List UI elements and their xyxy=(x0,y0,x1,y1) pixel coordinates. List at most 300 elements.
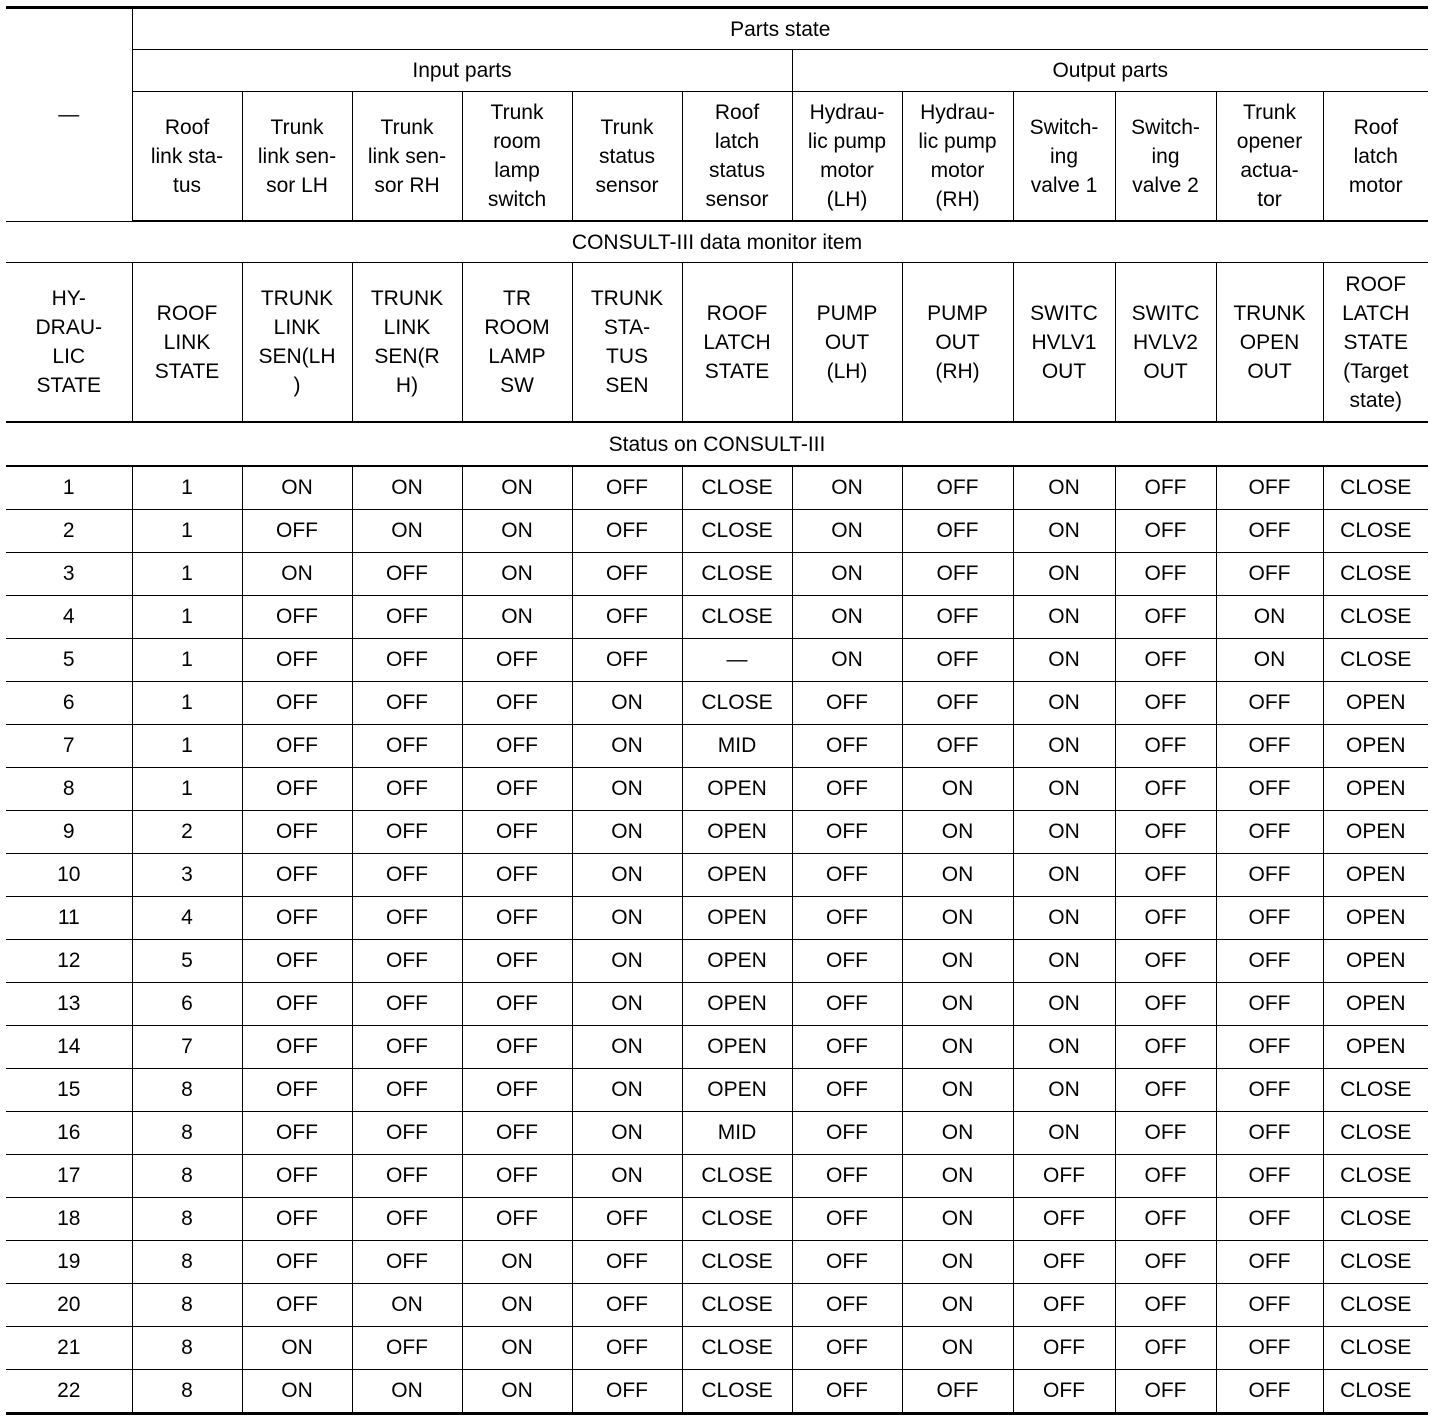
monitor-item-cell xyxy=(1115,263,1216,423)
table-cell: ON xyxy=(902,1026,1013,1069)
table-cell: CLOSE xyxy=(1323,1069,1428,1112)
table-cell: 8 xyxy=(132,1155,242,1198)
table-row xyxy=(6,1327,1428,1370)
table-cell: 3 xyxy=(132,854,242,897)
table-cell: ON xyxy=(902,983,1013,1026)
monitor-item-cell xyxy=(902,263,1013,423)
table-cell: MID xyxy=(682,1112,792,1155)
table-cell: OFF xyxy=(242,1284,352,1327)
table-cell: OFF xyxy=(1115,1370,1216,1414)
table-cell: ON xyxy=(572,897,682,940)
table-cell: ON xyxy=(1013,1112,1115,1155)
table-cell: OFF xyxy=(242,854,352,897)
table-cell: OFF xyxy=(1115,725,1216,768)
table-cell: OFF xyxy=(792,1370,902,1414)
table-cell: OFF xyxy=(792,682,902,725)
output-parts-header: Output parts xyxy=(792,50,1428,92)
table-cell: OFF xyxy=(352,854,462,897)
table-cell: OFF xyxy=(792,1198,902,1241)
table-cell: CLOSE xyxy=(1323,639,1428,682)
part-header-cell xyxy=(132,92,242,222)
table-cell: ON xyxy=(242,553,352,596)
table-cell: OFF xyxy=(1216,940,1323,983)
part-header-label: Hydrau- lic pump motor (RH) xyxy=(918,101,997,211)
table-row xyxy=(6,1026,1428,1069)
input-parts-header: Input parts xyxy=(132,50,792,92)
table-cell: OFF xyxy=(572,1198,682,1241)
monitor-item-label: SWITC HVLV2 OUT xyxy=(1131,301,1200,383)
table-cell: 1 xyxy=(132,639,242,682)
table-cell: OFF xyxy=(1216,811,1323,854)
table-cell: OPEN xyxy=(1323,983,1428,1026)
table-cell: ON xyxy=(572,940,682,983)
table-cell: ON xyxy=(462,596,572,639)
table-cell: OFF xyxy=(1013,1241,1115,1284)
table-cell: OFF xyxy=(1216,725,1323,768)
table-cell: OPEN xyxy=(682,983,792,1026)
table-cell: OFF xyxy=(462,768,572,811)
table-cell: OFF xyxy=(242,1198,352,1241)
table-cell: 1 xyxy=(132,596,242,639)
table-cell: ON xyxy=(1013,596,1115,639)
table-row xyxy=(6,1069,1428,1112)
table-cell: CLOSE xyxy=(1323,1327,1428,1370)
part-header-label: Hydrau- lic pump motor (LH) xyxy=(807,101,887,211)
table-cell: OFF xyxy=(1115,1198,1216,1241)
table-cell: CLOSE xyxy=(682,553,792,596)
table-row xyxy=(6,1284,1428,1327)
table-cell: ON xyxy=(572,983,682,1026)
table-cell: OFF xyxy=(352,1327,462,1370)
part-header-label: Trunk opener actua- tor xyxy=(1236,101,1303,211)
table-cell: ON xyxy=(902,811,1013,854)
table-cell: 4 xyxy=(6,596,132,639)
table-cell: 20 xyxy=(6,1284,132,1327)
table-cell: OFF xyxy=(572,1284,682,1327)
table-cell: ON xyxy=(1013,983,1115,1026)
table-cell: ON xyxy=(352,1370,462,1414)
table-cell: ON xyxy=(462,1284,572,1327)
table-cell: OFF xyxy=(1115,897,1216,940)
table-cell: ON xyxy=(1216,639,1323,682)
table-cell: 18 xyxy=(6,1198,132,1241)
parts-state-header: Parts state xyxy=(132,8,1428,50)
table-cell: OFF xyxy=(1216,1112,1323,1155)
part-header-cell xyxy=(682,92,792,222)
table-cell: 5 xyxy=(6,639,132,682)
table-row xyxy=(6,1198,1428,1241)
table-cell: ON xyxy=(242,1370,352,1414)
monitor-item-label: TRUNK STA- TUS SEN xyxy=(590,287,664,397)
table-row xyxy=(6,1155,1428,1198)
table-cell: 7 xyxy=(132,1026,242,1069)
table-cell: CLOSE xyxy=(682,1198,792,1241)
table-cell: OFF xyxy=(1115,1241,1216,1284)
table-cell: OPEN xyxy=(682,1069,792,1112)
table-cell: OFF xyxy=(1115,639,1216,682)
table-cell: OFF xyxy=(1115,1069,1216,1112)
table-cell: CLOSE xyxy=(682,466,792,510)
table-cell: OFF xyxy=(242,983,352,1026)
table-cell: OFF xyxy=(1115,553,1216,596)
table-cell: OPEN xyxy=(1323,725,1428,768)
monitor-item-label: ROOF LATCH STATE xyxy=(703,301,771,383)
table-cell: OFF xyxy=(352,940,462,983)
monitor-item-cell xyxy=(792,263,902,423)
table-cell: ON xyxy=(1013,768,1115,811)
table-cell: OFF xyxy=(242,639,352,682)
table-cell: OFF xyxy=(242,1155,352,1198)
table-cell: OFF xyxy=(1013,1370,1115,1414)
table-cell: OFF xyxy=(1115,1284,1216,1327)
table-cell: ON xyxy=(242,466,352,510)
table-cell: OFF xyxy=(792,1241,902,1284)
table-cell: OFF xyxy=(242,510,352,553)
table-cell: ON xyxy=(352,510,462,553)
part-header-label: Roof latch status sensor xyxy=(705,101,769,211)
table-cell: OPEN xyxy=(682,854,792,897)
table-cell: ON xyxy=(1013,811,1115,854)
table-row xyxy=(6,466,1428,510)
table-cell: OFF xyxy=(1115,1327,1216,1370)
table-cell: ON xyxy=(352,1284,462,1327)
table-cell: OFF xyxy=(352,1026,462,1069)
table-cell: OFF xyxy=(352,811,462,854)
table-cell: OFF xyxy=(1216,466,1323,510)
table-cell: OPEN xyxy=(682,940,792,983)
table-cell: OFF xyxy=(352,682,462,725)
table-cell: ON xyxy=(792,639,902,682)
table-cell: ON xyxy=(902,854,1013,897)
table-cell: ON xyxy=(572,768,682,811)
table-cell: OFF xyxy=(1216,897,1323,940)
table-cell: ON xyxy=(902,897,1013,940)
part-header-label: Roof latch motor xyxy=(1348,115,1403,197)
table-cell: OFF xyxy=(572,1327,682,1370)
table-cell: ON xyxy=(572,1112,682,1155)
table-cell: OFF xyxy=(242,1112,352,1155)
table-cell: OFF xyxy=(1216,768,1323,811)
part-header-label: Trunk link sen- sor LH xyxy=(257,115,337,197)
table-cell: OFF xyxy=(352,1198,462,1241)
table-cell: 13 xyxy=(6,983,132,1026)
table-cell: ON xyxy=(1013,639,1115,682)
table-cell: 8 xyxy=(132,1370,242,1414)
table-cell: OFF xyxy=(1115,983,1216,1026)
table-cell: OFF xyxy=(352,725,462,768)
table-cell: 16 xyxy=(6,1112,132,1155)
table-cell: 1 xyxy=(132,510,242,553)
table-cell: ON xyxy=(462,466,572,510)
table-cell: OFF xyxy=(1013,1327,1115,1370)
part-header-cell xyxy=(902,92,1013,222)
table-cell: 1 xyxy=(132,725,242,768)
table-cell: OFF xyxy=(352,1112,462,1155)
table-cell: 1 xyxy=(132,768,242,811)
table-cell: OFF xyxy=(1216,1026,1323,1069)
table-cell: OFF xyxy=(1216,510,1323,553)
table-cell: OFF xyxy=(352,897,462,940)
table-cell: OFF xyxy=(1115,1155,1216,1198)
table-cell: OFF xyxy=(792,811,902,854)
table-cell: OFF xyxy=(1013,1284,1115,1327)
table-row xyxy=(6,983,1428,1026)
monitor-item-cell xyxy=(1323,263,1428,423)
table-cell: OFF xyxy=(1216,1198,1323,1241)
table-cell: ON xyxy=(462,510,572,553)
table-cell: ON xyxy=(1013,854,1115,897)
table-row xyxy=(6,811,1428,854)
table-cell: OFF xyxy=(462,854,572,897)
monitor-item-label: TRUNK LINK SEN(R H) xyxy=(370,287,444,397)
table-cell: 8 xyxy=(132,1198,242,1241)
part-header-cell xyxy=(1216,92,1323,222)
table-cell: OFF xyxy=(462,1026,572,1069)
table-cell: OFF xyxy=(352,983,462,1026)
table-cell: OFF xyxy=(242,1026,352,1069)
table-cell: OFF xyxy=(902,466,1013,510)
table-cell: CLOSE xyxy=(1323,1370,1428,1414)
table-cell: OFF xyxy=(572,553,682,596)
table-cell: OFF xyxy=(572,510,682,553)
table-cell: ON xyxy=(1013,1026,1115,1069)
table-row xyxy=(6,639,1428,682)
table-cell: OFF xyxy=(1013,1155,1115,1198)
table-cell: OFF xyxy=(1216,1284,1323,1327)
table-cell: CLOSE xyxy=(1323,466,1428,510)
table-cell: OFF xyxy=(462,897,572,940)
table-row xyxy=(6,553,1428,596)
table-cell: OFF xyxy=(1115,596,1216,639)
monitor-item-label: PUMP OUT (LH) xyxy=(816,301,878,383)
table-cell: OFF xyxy=(352,1069,462,1112)
table-cell: OFF xyxy=(462,1069,572,1112)
table-cell: OPEN xyxy=(682,897,792,940)
table-cell: OPEN xyxy=(682,768,792,811)
table-cell: 3 xyxy=(6,553,132,596)
table-cell: ON xyxy=(1013,466,1115,510)
part-header-label: Trunk room lamp switch xyxy=(487,101,547,211)
table-cell: OFF xyxy=(572,1241,682,1284)
table-cell: OFF xyxy=(1216,1241,1323,1284)
part-header-cell xyxy=(1115,92,1216,222)
table-cell: OFF xyxy=(462,725,572,768)
table-cell: OFF xyxy=(1216,983,1323,1026)
table-cell: OFF xyxy=(242,682,352,725)
table-cell: OFF xyxy=(902,596,1013,639)
table-cell: ON xyxy=(462,553,572,596)
table-cell: OFF xyxy=(1216,854,1323,897)
part-header-cell xyxy=(462,92,572,222)
table-cell: CLOSE xyxy=(1323,1284,1428,1327)
table-cell: OFF xyxy=(352,639,462,682)
table-cell: CLOSE xyxy=(682,1284,792,1327)
table-cell: OFF xyxy=(572,639,682,682)
table-cell: OFF xyxy=(1115,940,1216,983)
table-cell: 19 xyxy=(6,1241,132,1284)
table-cell: OFF xyxy=(572,1370,682,1414)
table-cell: OFF xyxy=(1115,682,1216,725)
table-cell: 8 xyxy=(132,1284,242,1327)
table-cell: CLOSE xyxy=(682,1370,792,1414)
table-cell: OFF xyxy=(462,639,572,682)
table-cell: 6 xyxy=(6,682,132,725)
table-row xyxy=(6,854,1428,897)
table-cell: OFF xyxy=(242,768,352,811)
table-cell: ON xyxy=(572,1069,682,1112)
table-cell: 4 xyxy=(132,897,242,940)
table-cell: OFF xyxy=(242,940,352,983)
table-row xyxy=(6,596,1428,639)
table-cell: OFF xyxy=(1115,811,1216,854)
table-cell: OFF xyxy=(792,1112,902,1155)
table-cell: — xyxy=(682,639,792,682)
corner-cell: — xyxy=(6,8,132,222)
table-cell: 12 xyxy=(6,940,132,983)
table-cell: OFF xyxy=(462,940,572,983)
table-cell: OFF xyxy=(352,596,462,639)
table-cell: OFF xyxy=(792,897,902,940)
table-cell: OFF xyxy=(462,983,572,1026)
table-cell: 15 xyxy=(6,1069,132,1112)
table-cell: ON xyxy=(352,466,462,510)
table-row xyxy=(6,940,1428,983)
table-cell: 8 xyxy=(132,1069,242,1112)
table-cell: ON xyxy=(1013,940,1115,983)
table-cell: OFF xyxy=(1216,553,1323,596)
monitor-item-cell xyxy=(682,263,792,423)
table-cell: OPEN xyxy=(1323,1026,1428,1069)
monitor-item-label: TRUNK LINK SEN(LH ) xyxy=(258,287,336,397)
part-header-label: Switch- ing valve 2 xyxy=(1131,115,1200,197)
table-cell: 9 xyxy=(6,811,132,854)
table-cell: CLOSE xyxy=(1323,510,1428,553)
monitor-section-title: CONSULT-III data monitor item xyxy=(6,221,1428,263)
table-cell: ON xyxy=(902,1069,1013,1112)
monitor-item-cell xyxy=(242,263,352,423)
table-cell: OFF xyxy=(792,1284,902,1327)
table-cell: ON xyxy=(572,1155,682,1198)
table-cell: OFF xyxy=(1216,1069,1323,1112)
part-header-label: Trunk status sensor xyxy=(595,115,659,197)
table-cell: OFF xyxy=(792,940,902,983)
table-cell: 17 xyxy=(6,1155,132,1198)
part-header-label: Switch- ing valve 1 xyxy=(1029,115,1099,197)
status-section-title: Status on CONSULT-III xyxy=(6,422,1428,466)
monitor-item-cell xyxy=(462,263,572,423)
hydraulic-state-table xyxy=(6,6,1428,1415)
table-cell: CLOSE xyxy=(1323,1155,1428,1198)
table-cell: 21 xyxy=(6,1327,132,1370)
table-cell: OFF xyxy=(792,1155,902,1198)
table-cell: OPEN xyxy=(1323,897,1428,940)
table-cell: OFF xyxy=(462,682,572,725)
table-cell: ON xyxy=(242,1327,352,1370)
table-cell: ON xyxy=(902,1327,1013,1370)
table-cell: OFF xyxy=(1115,510,1216,553)
table-cell: CLOSE xyxy=(682,1327,792,1370)
table-cell: ON xyxy=(572,1026,682,1069)
table-cell: OFF xyxy=(1115,768,1216,811)
table-cell: OFF xyxy=(1115,1112,1216,1155)
table-cell: OFF xyxy=(1013,1198,1115,1241)
table-cell: OFF xyxy=(1115,466,1216,510)
table-cell: ON xyxy=(902,1241,1013,1284)
table-cell: OPEN xyxy=(682,1026,792,1069)
table-cell: OFF xyxy=(902,553,1013,596)
table-cell: ON xyxy=(1013,897,1115,940)
table-cell: OPEN xyxy=(682,811,792,854)
table-cell: OFF xyxy=(242,725,352,768)
table-cell: OFF xyxy=(242,897,352,940)
table-cell: OFF xyxy=(462,1112,572,1155)
part-header-label: Trunk link sen- sor RH xyxy=(367,115,447,197)
table-cell: OFF xyxy=(242,1241,352,1284)
monitor-item-cell xyxy=(352,263,462,423)
table-cell: OFF xyxy=(242,1069,352,1112)
table-cell: OFF xyxy=(1115,854,1216,897)
table-cell: OFF xyxy=(792,983,902,1026)
table-cell: ON xyxy=(902,1284,1013,1327)
table-cell: 1 xyxy=(132,553,242,596)
table-cell: 5 xyxy=(132,940,242,983)
table-cell: OPEN xyxy=(1323,940,1428,983)
monitor-item-cell xyxy=(1013,263,1115,423)
table-row xyxy=(6,897,1428,940)
monitor-item-cell xyxy=(1216,263,1323,423)
table-cell: 14 xyxy=(6,1026,132,1069)
table-cell: OFF xyxy=(462,1155,572,1198)
table-cell: OFF xyxy=(1216,1155,1323,1198)
part-header-cell xyxy=(792,92,902,222)
table-cell: OFF xyxy=(902,639,1013,682)
table-cell: ON xyxy=(462,1241,572,1284)
table-cell: ON xyxy=(1013,725,1115,768)
monitor-item-label: TR ROOM LAMP SW xyxy=(484,287,550,397)
table-row xyxy=(6,1112,1428,1155)
table-cell: 7 xyxy=(6,725,132,768)
monitor-item-label: TRUNK OPEN OUT xyxy=(1233,301,1306,383)
table-cell: CLOSE xyxy=(1323,1112,1428,1155)
table-cell: ON xyxy=(792,510,902,553)
part-header-cell xyxy=(1013,92,1115,222)
table-cell: 11 xyxy=(6,897,132,940)
table-cell: ON xyxy=(572,682,682,725)
table-cell: CLOSE xyxy=(1323,553,1428,596)
table-cell: OFF xyxy=(792,1327,902,1370)
table-cell: OFF xyxy=(352,1241,462,1284)
table-cell: OPEN xyxy=(1323,811,1428,854)
table-cell: ON xyxy=(902,1198,1013,1241)
table-cell: CLOSE xyxy=(1323,1198,1428,1241)
table-cell: OFF xyxy=(572,596,682,639)
table-cell: OFF xyxy=(352,1155,462,1198)
table-cell: OPEN xyxy=(1323,682,1428,725)
monitor-item-cell xyxy=(6,263,132,423)
table-cell: ON xyxy=(902,940,1013,983)
table-cell: OFF xyxy=(352,553,462,596)
part-header-cell xyxy=(242,92,352,222)
table-cell: 1 xyxy=(6,466,132,510)
table-cell: CLOSE xyxy=(1323,1241,1428,1284)
table-cell: OFF xyxy=(1115,1026,1216,1069)
table-cell: 8 xyxy=(132,1241,242,1284)
table-cell: OFF xyxy=(792,768,902,811)
table-cell: CLOSE xyxy=(682,510,792,553)
table-cell: OFF xyxy=(792,854,902,897)
table-cell: ON xyxy=(1013,682,1115,725)
part-header-cell xyxy=(352,92,462,222)
